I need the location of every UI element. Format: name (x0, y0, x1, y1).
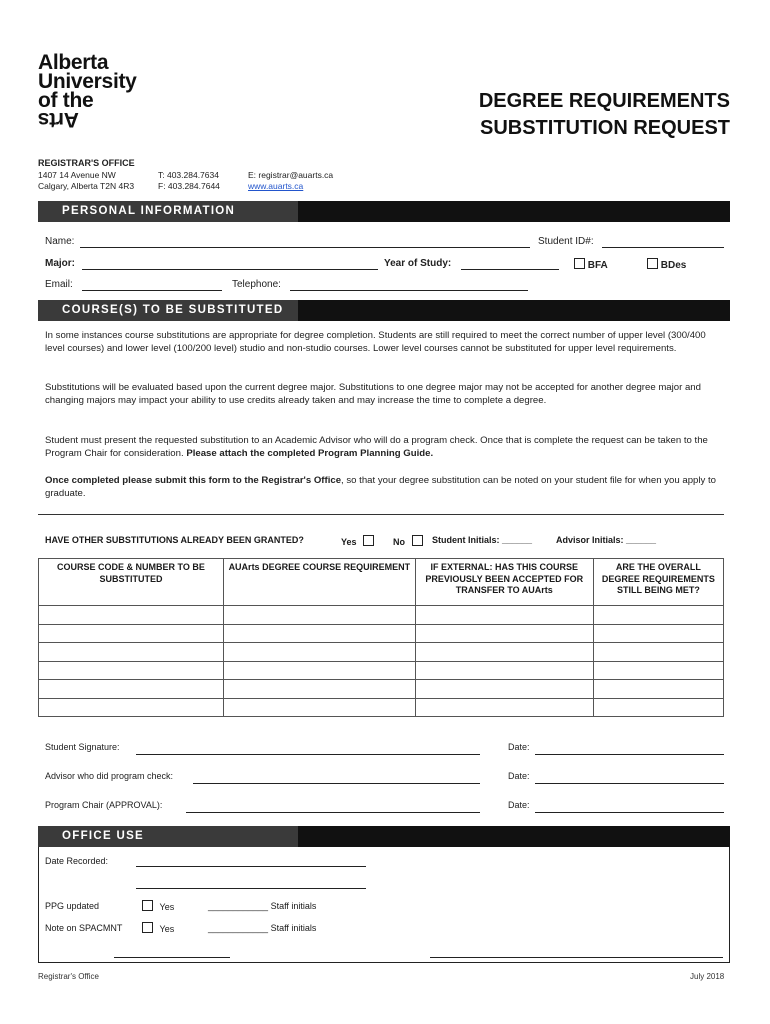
table-cell[interactable] (39, 606, 224, 625)
registrar-contact (248, 170, 333, 192)
student-signature-label: Student Signature: (45, 742, 120, 752)
paragraph-4-emphasis: Once completed please submit this form to the Registrar's Office (45, 475, 342, 486)
table-cell[interactable] (593, 680, 723, 699)
table-cell[interactable] (223, 680, 415, 699)
email-address: E: registrar@auarts.ca (248, 170, 334, 180)
advisor-signature-field[interactable] (193, 783, 480, 784)
bfa-label: BFA (587, 260, 608, 271)
paragraph-4-text: , so that your degree substitution can be noted on your student file for when you apply to graduate. (45, 475, 716, 500)
personal-info-header-label: PERSONAL INFORMATION (62, 205, 236, 217)
table-cell[interactable] (223, 624, 415, 643)
spacmnt-staff-initials: ____________ Staff initials (208, 923, 317, 933)
student-id-label: Student ID#: (538, 236, 594, 247)
program-chair-label: Program Chair (APPROVAL): (45, 800, 163, 810)
office-use-header-label: OFFICE USE (62, 830, 145, 842)
table-cell[interactable] (415, 643, 593, 662)
auarts-logo (38, 53, 137, 129)
logo-line-3: of the (38, 89, 94, 112)
registrar-heading: REGISTRAR'S OFFICE (38, 158, 135, 168)
email-label: Email: (45, 279, 73, 290)
section-divider (38, 514, 724, 515)
note-spacmnt-label: Note on SPACMNT (45, 923, 123, 933)
instructions-paragraph-3 (45, 434, 725, 460)
table-cell[interactable] (223, 606, 415, 625)
ppg-staff-initials: ____________ Staff initials (208, 901, 317, 911)
table-cell[interactable] (415, 606, 593, 625)
logo-line-4: Arts (38, 108, 79, 131)
instructions-paragraph-4 (45, 474, 725, 500)
logo-line-2: University (38, 70, 137, 93)
table-cell[interactable] (415, 698, 593, 717)
program-chair-date-label: Date: (508, 800, 530, 810)
courses-header-label: COURSE(S) TO BE SUBSTITUTED (62, 304, 284, 316)
spacmnt-yes-option[interactable] (142, 922, 174, 934)
granted-no-label: No (393, 537, 405, 547)
table-row (39, 680, 724, 699)
website-link[interactable]: www.auarts.ca (248, 181, 304, 191)
name-label: Name: (45, 236, 75, 247)
phone-number: T: 403.284.7634 (158, 170, 219, 180)
courses-header (38, 300, 730, 321)
table-cell[interactable] (223, 643, 415, 662)
table-row (39, 661, 724, 680)
table-cell[interactable] (39, 661, 224, 680)
advisor-initials: Advisor Initials: ______ (556, 535, 657, 545)
student-date-field[interactable] (535, 754, 724, 755)
advisor-date-label: Date: (508, 771, 530, 781)
bdes-option[interactable] (647, 258, 686, 271)
footer-date: July 2018 (690, 972, 725, 981)
table-cell[interactable] (39, 624, 224, 643)
table-cell[interactable] (593, 643, 723, 662)
date-recorded-field[interactable] (136, 866, 366, 867)
student-id-field[interactable] (602, 247, 724, 248)
program-chair-date-field[interactable] (535, 812, 724, 813)
name-field[interactable] (80, 247, 530, 248)
footer-office: Registrar's Office (38, 972, 99, 981)
year-of-study-field[interactable] (461, 269, 559, 270)
table-cell[interactable] (415, 661, 593, 680)
col-header-requirements-met: ARE THE OVERALL DEGREE REQUIREMENTS STILL BEING MET? (593, 559, 723, 606)
ppg-yes-label: Yes (159, 902, 175, 912)
table-cell[interactable] (39, 698, 224, 717)
table-row (39, 624, 724, 643)
ppg-yes-option[interactable] (142, 900, 174, 912)
granted-yes-option[interactable] (341, 535, 374, 547)
table-header-row (39, 559, 724, 606)
registrar-phones (158, 170, 220, 192)
table-cell[interactable] (593, 661, 723, 680)
student-date-label: Date: (508, 742, 530, 752)
student-signature-field[interactable] (136, 754, 480, 755)
granted-yes-checkbox[interactable] (363, 535, 374, 546)
telephone-field[interactable] (290, 290, 528, 291)
office-signature-line-right[interactable] (430, 957, 723, 958)
table-cell[interactable] (39, 680, 224, 699)
paragraph-3-text: Student must present the requested substitution to an Academic Advisor who will do a program check. Once that is complete the request can be taken to the Program Chair for consideration. (45, 435, 708, 460)
telephone-label: Telephone: (232, 279, 281, 290)
substitution-table (38, 558, 724, 717)
office-signature-line-left[interactable] (114, 957, 230, 958)
ppg-yes-checkbox[interactable] (142, 900, 153, 911)
title-line-1: DEGREE REQUIREMENTS (478, 90, 730, 112)
major-field[interactable] (82, 269, 378, 270)
granted-yes-label: Yes (341, 537, 357, 547)
col-header-course-code: COURSE CODE & NUMBER TO BE SUBSTITUTED (39, 559, 224, 606)
ppg-updated-label: PPG updated (45, 901, 100, 911)
table-cell[interactable] (593, 698, 723, 717)
date-recorded-label: Date Recorded: (45, 856, 109, 866)
personal-info-header (38, 201, 730, 222)
advisor-check-label: Advisor who did program check: (45, 771, 174, 781)
date-recorded-field-2[interactable] (136, 888, 366, 889)
registrar-address (38, 170, 134, 192)
table-cell[interactable] (223, 698, 415, 717)
bfa-checkbox[interactable] (574, 258, 585, 269)
table-cell[interactable] (39, 643, 224, 662)
student-initials: Student Initials: ______ (432, 535, 533, 545)
granted-no-checkbox[interactable] (412, 535, 423, 546)
table-cell[interactable] (415, 680, 593, 699)
address-line-2: Calgary, Alberta T2N 4R3 (38, 181, 135, 191)
email-field[interactable] (82, 290, 222, 291)
bdes-label: BDes (660, 260, 687, 271)
document-title (380, 88, 730, 142)
granted-question: HAVE OTHER SUBSTITUTIONS ALREADY BEEN GRANTED? (45, 535, 304, 545)
major-label: Major: (45, 258, 75, 269)
year-of-study-label: Year of Study: (384, 258, 452, 269)
fax-number: F: 403.284.7644 (158, 181, 220, 191)
advisor-date-field[interactable] (535, 783, 724, 784)
logo-line-1: Alberta (38, 51, 109, 74)
bdes-checkbox[interactable] (647, 258, 658, 269)
title-line-2: SUBSTITUTION REQUEST (479, 117, 730, 139)
bfa-option[interactable] (574, 258, 608, 271)
col-header-external-transfer: IF EXTERNAL: HAS THIS COURSE PREVIOUSLY BEEN ACCEPTED FOR TRANSFER TO AUArts (415, 559, 593, 606)
col-header-degree-requirement: AUArts DEGREE COURSE REQUIREMENT (223, 559, 415, 606)
address-line-1: 1407 14 Avenue NW (38, 170, 116, 180)
table-row (39, 698, 724, 717)
table-cell[interactable] (415, 624, 593, 643)
office-use-header (38, 826, 730, 847)
program-chair-signature-field[interactable] (186, 812, 480, 813)
table-cell[interactable] (223, 661, 415, 680)
paragraph-3-emphasis: Please attach the completed Program Planning Guide. (186, 448, 434, 460)
spacmnt-yes-label: Yes (159, 924, 175, 934)
table-cell[interactable] (593, 624, 723, 643)
instructions-paragraph-1: In some instances course substitutions are appropriate for degree completion. Students are still required to meet the correct number of upper level (300/400 level courses) and lower level (100/200 level) studio and non-studio courses. Lower level courses cannot be substituted for upper level requirements. (45, 330, 706, 355)
instructions-paragraph-2: Substitutions will be evaluated based upon the current degree major. Substitutions to one degree major may not be accepted for another degree major and changing majors may impact your ability to use credits already taken and may increase the time to complete a degree. (45, 382, 701, 407)
table-row (39, 643, 724, 662)
table-row (39, 606, 724, 625)
spacmnt-yes-checkbox[interactable] (142, 922, 153, 933)
table-cell[interactable] (593, 606, 723, 625)
granted-no-option[interactable] (393, 535, 423, 547)
